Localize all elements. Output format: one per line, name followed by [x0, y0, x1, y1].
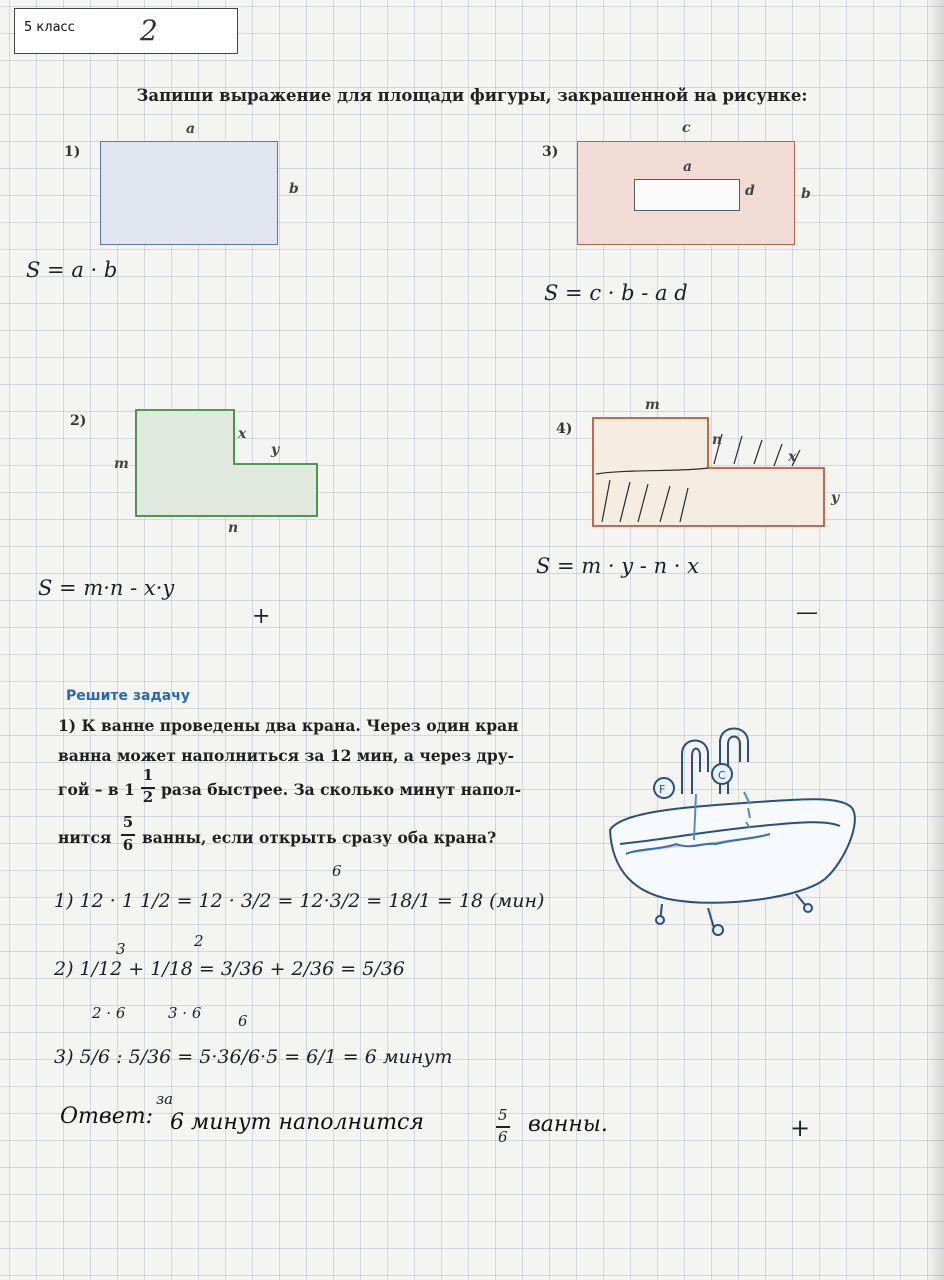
- figure4-label-x: x: [788, 449, 797, 465]
- figure4-number: 4): [556, 421, 573, 437]
- figure2-answer: S = m·n - x·y: [38, 576, 175, 600]
- figure2-label-y: y: [271, 442, 280, 458]
- faucet-letter-c: C: [718, 769, 726, 782]
- answer-tail: ванны.: [528, 1112, 608, 1137]
- figure3-answer: S = c · b - a d: [544, 281, 688, 305]
- solution-step-2: 2) 1/12 + 1/18 = 3/36 + 2/36 = 5/36: [54, 958, 405, 980]
- problem-line-1: 1) К ванне проведены два крана. Через один кран: [58, 716, 519, 735]
- answer-frac-numerator: 5: [498, 1106, 508, 1124]
- figure4-label-m: m: [645, 397, 660, 413]
- fraction-half-denominator: 2: [142, 788, 154, 806]
- figure3-inner-rectangle: [634, 179, 740, 211]
- class-label: 5 класс: [24, 20, 75, 35]
- step2-mark-2: 2: [194, 932, 204, 950]
- figure1-label-a: a: [186, 121, 196, 137]
- solution-step-3: 3) 5/6 : 5/36 = 5·36/6·5 = 6/1 = 6 минут: [54, 1046, 453, 1068]
- variant-mark: 2: [140, 14, 158, 47]
- fraction-half-numerator: 1: [142, 766, 154, 784]
- problem-line-4a: нится: [58, 828, 112, 847]
- answer-frac-denominator: 6: [498, 1128, 508, 1146]
- figure1-rectangle: [100, 141, 278, 245]
- figure3-number: 3): [542, 144, 559, 160]
- figure2-label-m: m: [114, 456, 129, 472]
- teacher-mark-final: +: [790, 1114, 811, 1142]
- figure2-shape: [130, 404, 326, 524]
- teacher-mark-plus: +: [252, 604, 271, 629]
- figure3-label-b: b: [801, 186, 811, 202]
- faucet-letter-f: F: [659, 783, 666, 796]
- problem-line-3b: раза быстрее. За сколько минут напол-: [161, 780, 522, 799]
- answer-za: за: [156, 1090, 174, 1108]
- page-edge-shadow: [926, 0, 944, 1280]
- step2-mark-3: 3: [116, 940, 126, 958]
- figure3-label-c: c: [682, 120, 691, 136]
- step1-reduce-mark: 6: [332, 862, 342, 880]
- problem-line-3a: гой – в 1: [58, 780, 135, 799]
- figure4-label-y: y: [831, 490, 840, 506]
- figure3-label-a: a: [683, 159, 693, 175]
- figure1-label-b: b: [289, 181, 299, 197]
- figure4-label-n: n: [712, 432, 723, 448]
- step3-reduce-mark: 6: [238, 1012, 248, 1030]
- figure2-number: 2): [70, 413, 87, 429]
- task1-title: Запиши выражение для площади фигуры, закрашенной на рисунке:: [136, 86, 808, 105]
- figure2-label-x: x: [238, 426, 247, 442]
- figure1-answer: S = a · b: [26, 258, 118, 282]
- step2-factor-2: 3 · 6: [168, 1004, 202, 1022]
- figure3-label-d: d: [745, 183, 755, 199]
- figure4-answer: S = m · y - n · x: [536, 554, 699, 578]
- answer-text: 6 минут наполнится: [170, 1110, 424, 1135]
- step2-factor-1: 2 · 6: [92, 1004, 126, 1022]
- figure2-label-n: n: [228, 520, 239, 536]
- problem-line-2: ванна может наполниться за 12 мин, а через дру-: [58, 746, 515, 765]
- answer-prefix: Ответ:: [60, 1104, 153, 1129]
- problem-line-4b: ванны, если открыть сразу оба крана?: [142, 828, 497, 847]
- figure1-number: 1): [64, 144, 81, 160]
- teacher-mark-dash: —: [796, 600, 818, 625]
- solution-step-1: 1) 12 · 1 1/2 = 12 · 3/2 = 12·3/2 = 18/1 = 18 (мин): [54, 890, 545, 912]
- figure4-shape: [588, 414, 828, 532]
- bathtub-illustration: [600, 722, 860, 940]
- fraction-56-numerator: 5: [122, 813, 134, 831]
- fraction-56-denominator: 6: [122, 836, 134, 854]
- section-heading: Решите задачу: [66, 688, 190, 704]
